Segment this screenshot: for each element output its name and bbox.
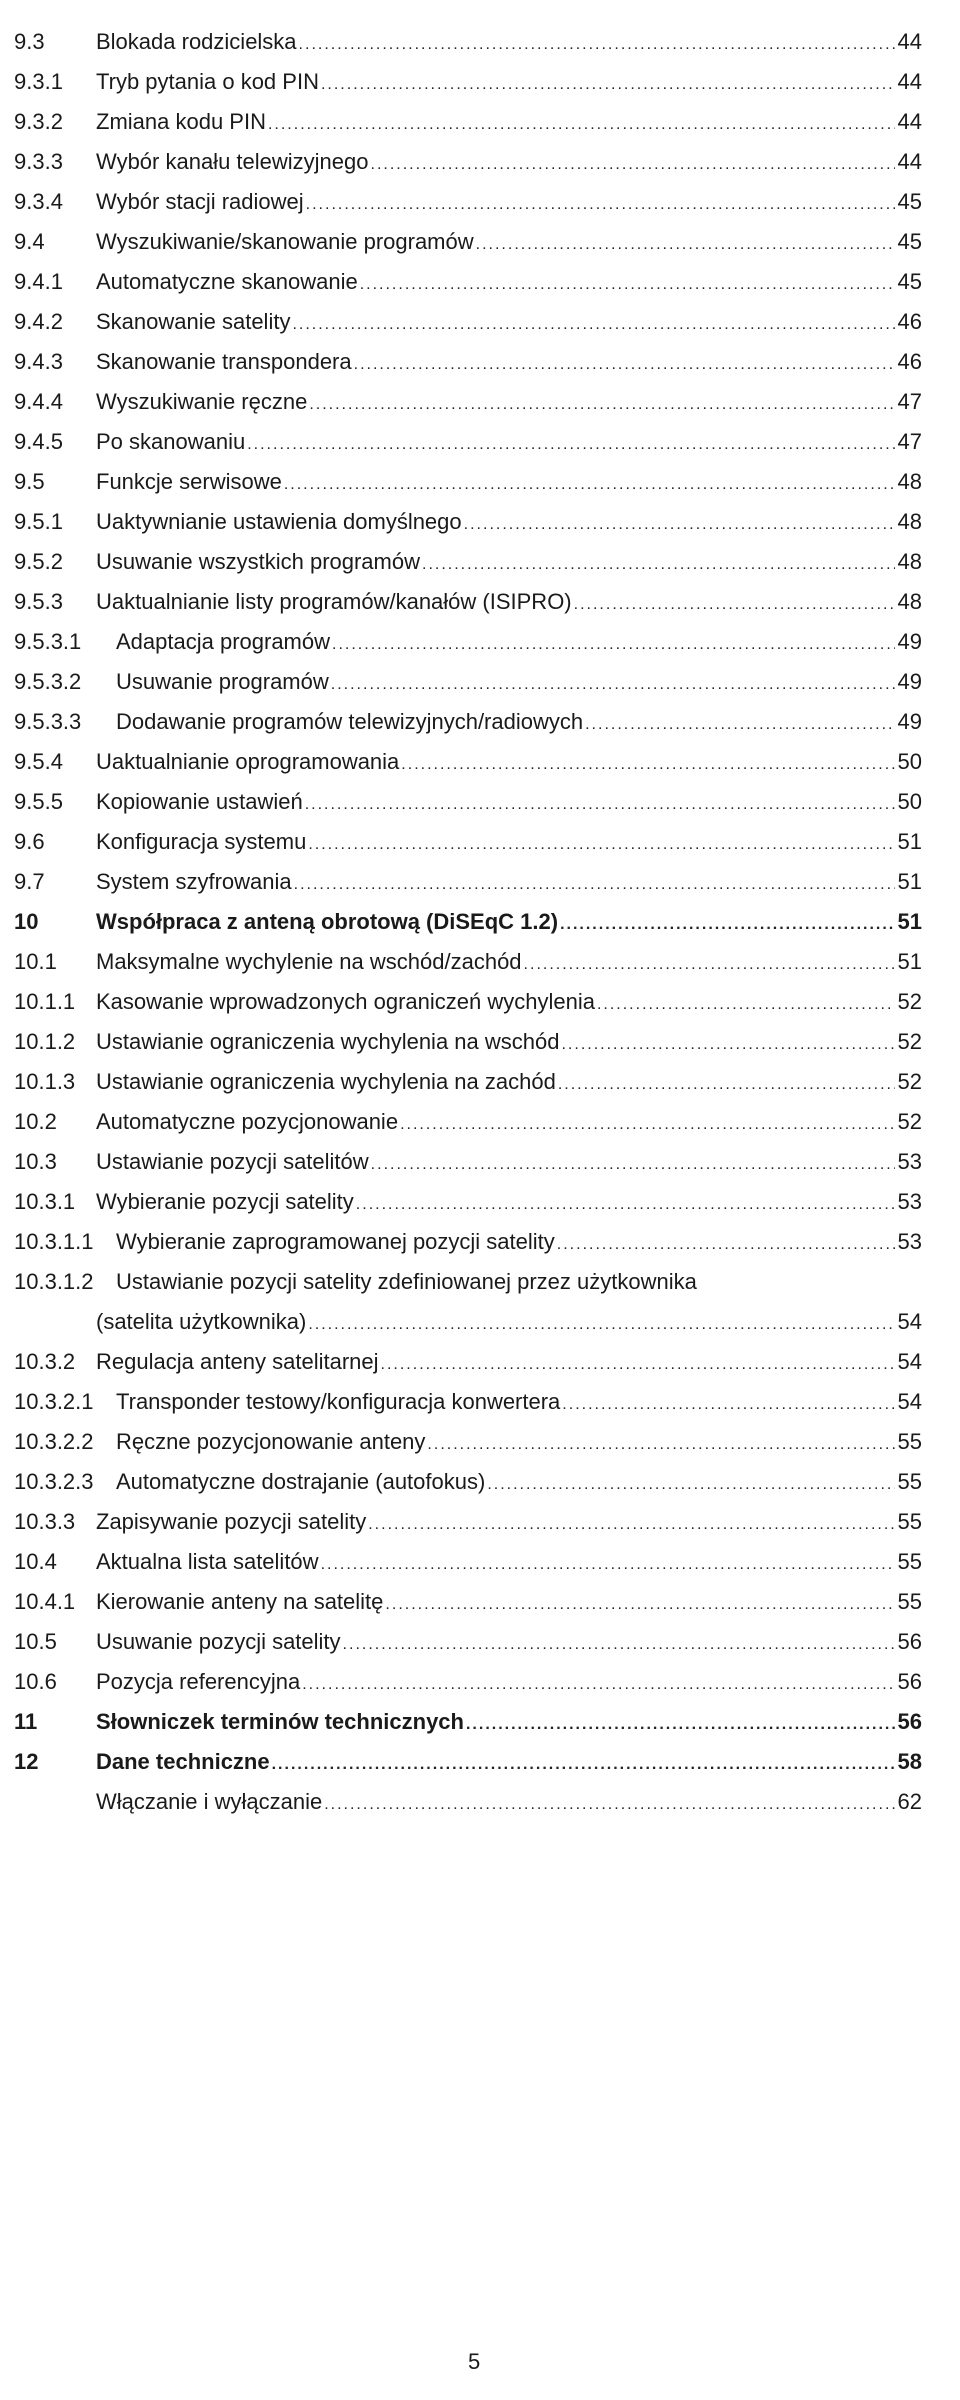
- toc-entry[interactable]: [14, 102, 922, 142]
- toc-entry[interactable]: [14, 982, 922, 1022]
- toc-entry-page: 44: [897, 109, 922, 134]
- toc-entry-page: 52: [897, 1109, 922, 1134]
- toc-entry-page: 49: [897, 629, 922, 654]
- toc-entry-title: Zmiana kodu PIN: [96, 109, 266, 134]
- toc-entry-page: 46: [897, 309, 922, 334]
- toc-entry-title: Włączanie i wyłączanie: [96, 1789, 323, 1814]
- toc-entry-number: 10.4.1: [14, 1589, 76, 1614]
- dot-leader: [401, 745, 894, 785]
- toc-entry[interactable]: [14, 1382, 922, 1422]
- toc-entry-number: 10.3.2.3: [14, 1469, 94, 1494]
- toc-entry-page: 56: [897, 1709, 922, 1734]
- toc-entry-number: 10.1.2: [14, 1029, 76, 1054]
- toc-entry-page: 56: [897, 1669, 922, 1694]
- toc-entry[interactable]: [14, 422, 922, 462]
- toc-entry-title: Uaktualnianie listy programów/kanałów (ISIPRO): [96, 589, 572, 614]
- toc-entry-page: 45: [897, 229, 922, 254]
- toc-entry-title: Usuwanie pozycji satelity: [96, 1629, 341, 1654]
- toc-entry-number: 10.1.1: [14, 989, 76, 1014]
- dot-leader: [597, 985, 895, 1025]
- toc-entry[interactable]: [14, 902, 922, 942]
- toc-entry[interactable]: [14, 22, 922, 62]
- toc-entry-title: Słowniczek terminów technicznych: [96, 1709, 464, 1734]
- toc-entry-title: Pozycja referencyjna: [96, 1669, 301, 1694]
- toc-entry-page: 52: [897, 1029, 922, 1054]
- toc-entry-page: 56: [897, 1629, 922, 1654]
- toc-entry-title: Transponder testowy/konfiguracja konwertera: [116, 1389, 561, 1414]
- toc-entry[interactable]: [14, 822, 922, 862]
- toc-entry[interactable]: [14, 1342, 922, 1382]
- toc-entry-page: 51: [897, 909, 922, 934]
- dot-leader: [306, 185, 895, 225]
- toc-entry-number: 9.3: [14, 29, 45, 54]
- dot-leader: [356, 1185, 895, 1225]
- dot-leader: [558, 1065, 895, 1105]
- toc-entry-title: Wybieranie pozycji satelity: [96, 1189, 354, 1214]
- toc-entry-page: 51: [897, 949, 922, 974]
- toc-entry-page: 44: [897, 69, 922, 94]
- toc-entry-number: 9.5: [14, 469, 45, 494]
- toc-entry[interactable]: [14, 1022, 922, 1062]
- toc-entry-page: 55: [897, 1549, 922, 1574]
- dot-leader: [381, 1345, 895, 1385]
- toc-entry-page: 55: [897, 1469, 922, 1494]
- toc-entry-number: 10.6: [14, 1669, 57, 1694]
- toc-entry-title: Automatyczne skanowanie: [96, 269, 358, 294]
- toc-entry-page: 52: [897, 989, 922, 1014]
- toc-entry[interactable]: [14, 1702, 922, 1742]
- dot-leader: [557, 1225, 895, 1265]
- dot-leader: [299, 25, 895, 65]
- toc-entry[interactable]: [14, 302, 922, 342]
- toc-entry-number: 10.4: [14, 1549, 57, 1574]
- dot-leader: [585, 705, 894, 745]
- toc-entry-page: 47: [897, 429, 922, 454]
- toc-entry-number: 9.4.5: [14, 429, 63, 454]
- toc-entry-title: Skanowanie transpondera: [96, 349, 352, 374]
- dot-leader: [360, 265, 895, 305]
- toc-entry[interactable]: [14, 1102, 922, 1142]
- toc-entry[interactable]: [14, 1462, 922, 1502]
- toc-entry-page: 50: [897, 749, 922, 774]
- toc-entry[interactable]: [14, 742, 922, 782]
- toc-entry-title: Aktualna lista satelitów: [96, 1549, 319, 1574]
- toc-entry-title: Dane techniczne: [96, 1749, 270, 1774]
- dot-leader: [476, 225, 895, 265]
- toc-entry-title: Uaktywnianie ustawienia domyślnego: [96, 509, 462, 534]
- toc-entry-page: 49: [897, 669, 922, 694]
- dot-leader: [487, 1465, 894, 1505]
- toc-entry-page: 44: [897, 29, 922, 54]
- toc-entry[interactable]: [14, 222, 922, 262]
- toc-entry-number: 9.4.2: [14, 309, 63, 334]
- toc-entry-title: Po skanowaniu: [96, 429, 246, 454]
- dot-leader: [343, 1625, 895, 1665]
- table-of-contents: [14, 22, 922, 1822]
- toc-entry-number: 9.3.2: [14, 109, 63, 134]
- dot-leader: [422, 545, 895, 585]
- toc-entry-title: Ustawianie pozycji satelity zdefiniowanej przez użytkownika: [116, 1269, 697, 1294]
- toc-entry-number: 9.3.4: [14, 189, 63, 214]
- toc-entry-number: 10.3.3: [14, 1509, 76, 1534]
- dot-leader: [561, 1025, 894, 1065]
- dot-leader: [247, 425, 894, 465]
- dot-leader: [305, 785, 895, 825]
- toc-entry-title: Maksymalne wychylenie na wschód/zachód: [96, 949, 522, 974]
- toc-entry-number: 9.7: [14, 869, 45, 894]
- toc-entry[interactable]: [14, 262, 922, 302]
- toc-entry[interactable]: [14, 862, 922, 902]
- toc-entry-page: 54: [897, 1309, 922, 1334]
- toc-entry-number: 9.5.1: [14, 509, 63, 534]
- toc-entry-title: Zapisywanie pozycji satelity: [96, 1509, 367, 1534]
- dot-leader: [371, 145, 895, 185]
- toc-entry-title: Ustawianie ograniczenia wychylenia na zachód: [96, 1069, 556, 1094]
- toc-entry-number: 9.3.3: [14, 149, 63, 174]
- toc-entry-page: 45: [897, 189, 922, 214]
- dot-leader: [292, 305, 894, 345]
- toc-entry-page: 55: [897, 1429, 922, 1454]
- toc-entry[interactable]: [14, 1582, 922, 1622]
- toc-entry[interactable]: [14, 1182, 922, 1222]
- toc-entry-number: 10.3.1: [14, 1189, 76, 1214]
- toc-entry-title: Wybór kanału telewizyjnego: [96, 149, 369, 174]
- toc-entry-number: 10.5: [14, 1629, 57, 1654]
- toc-entry-title: Ustawianie ograniczenia wychylenia na wschód: [96, 1029, 560, 1054]
- toc-entry-title: Funkcje serwisowe: [96, 469, 282, 494]
- toc-entry-number: 10.2: [14, 1109, 57, 1134]
- toc-entry-title: Automatyczne pozycjonowanie: [96, 1109, 399, 1134]
- toc-entry-number: 10: [14, 909, 39, 934]
- dot-leader: [302, 1665, 894, 1705]
- toc-entry-page: 53: [897, 1149, 922, 1174]
- toc-entry-number: 10.1.3: [14, 1069, 76, 1094]
- toc-entry-page: 55: [897, 1589, 922, 1614]
- toc-entry-page: 58: [897, 1749, 922, 1774]
- toc-entry-page: 51: [897, 829, 922, 854]
- toc-entry[interactable]: [14, 502, 922, 542]
- toc-entry-number: 9.5.3.1: [14, 629, 82, 654]
- page-number: 5: [468, 2349, 481, 2374]
- toc-entry-page: 48: [897, 509, 922, 534]
- dot-leader: [309, 385, 894, 425]
- dot-leader: [354, 345, 895, 385]
- toc-entry[interactable]: [14, 582, 922, 622]
- toc-entry-number: 9.5.2: [14, 549, 63, 574]
- toc-entry[interactable]: [14, 1262, 922, 1342]
- dot-leader: [308, 1305, 894, 1345]
- toc-entry-title: Skanowanie satelity: [96, 309, 291, 334]
- toc-entry-number: 9.4.1: [14, 269, 63, 294]
- toc-entry-page: 45: [897, 269, 922, 294]
- toc-entry-title: (satelita użytkownika): [96, 1309, 307, 1334]
- toc-entry-page: 46: [897, 349, 922, 374]
- dot-leader: [331, 665, 895, 705]
- toc-entry[interactable]: [14, 1502, 922, 1542]
- toc-entry-title: Usuwanie programów: [116, 669, 329, 694]
- toc-entry-page: 62: [897, 1789, 922, 1814]
- toc-entry-page: 54: [897, 1389, 922, 1414]
- toc-entry-title: Wyszukiwanie ręczne: [96, 389, 308, 414]
- toc-entry-page: 53: [897, 1189, 922, 1214]
- toc-entry-page: 55: [897, 1509, 922, 1534]
- toc-entry-page: 44: [897, 149, 922, 174]
- toc-entry-title: Adaptacja programów: [116, 629, 331, 654]
- dot-leader: [400, 1105, 894, 1145]
- toc-entry-number: 10.3.2: [14, 1349, 76, 1374]
- toc-entry[interactable]: [14, 1742, 922, 1782]
- dot-leader: [272, 1745, 895, 1785]
- toc-entry[interactable]: [14, 1542, 922, 1582]
- toc-entry[interactable]: [14, 182, 922, 222]
- dot-leader: [385, 1585, 894, 1625]
- toc-entry-number: 10.3: [14, 1149, 57, 1174]
- dot-leader: [562, 1385, 894, 1425]
- toc-entry-number: 9.5.4: [14, 749, 63, 774]
- dot-leader: [371, 1145, 895, 1185]
- toc-entry-title: Blokada rodzicielska: [96, 29, 297, 54]
- dot-leader: [560, 905, 894, 945]
- toc-entry[interactable]: [14, 342, 922, 382]
- toc-entry[interactable]: [14, 462, 922, 502]
- toc-entry-number: 10.1: [14, 949, 57, 974]
- toc-entry[interactable]: [14, 1622, 922, 1662]
- toc-entry-title: Wyszukiwanie/skanowanie programów: [96, 229, 474, 254]
- toc-entry-title: Wybieranie zaprogramowanej pozycji satelity: [116, 1229, 555, 1254]
- toc-entry-page: 48: [897, 469, 922, 494]
- dot-leader: [294, 865, 895, 905]
- toc-entry-number: 9.5.3: [14, 589, 63, 614]
- toc-entry-number: 9.5.5: [14, 789, 63, 814]
- toc-entry[interactable]: [14, 1422, 922, 1462]
- toc-entry-title: Kasowanie wprowadzonych ograniczeń wychylenia: [96, 989, 595, 1014]
- dot-leader: [427, 1425, 894, 1465]
- toc-entry-title: System szyfrowania: [96, 869, 292, 894]
- toc-entry[interactable]: [14, 662, 922, 702]
- toc-entry-page: 49: [897, 709, 922, 734]
- toc-entry-page: 48: [897, 549, 922, 574]
- toc-entry-page: 51: [897, 869, 922, 894]
- toc-entry[interactable]: [14, 1662, 922, 1702]
- toc-entry[interactable]: [14, 62, 922, 102]
- toc-entry[interactable]: [14, 1142, 922, 1182]
- dot-leader: [332, 625, 895, 665]
- dot-leader: [321, 65, 895, 105]
- dot-leader: [464, 505, 895, 545]
- dot-leader: [368, 1505, 894, 1545]
- toc-entry-title: Współpraca z anteną obrotową (DiSEqC 1.2): [96, 909, 559, 934]
- toc-entry-title: Uaktualnianie oprogramowania: [96, 749, 400, 774]
- toc-entry-page: 52: [897, 1069, 922, 1094]
- dot-leader: [268, 105, 895, 145]
- toc-entry-page: 50: [897, 789, 922, 814]
- dot-leader: [308, 825, 894, 865]
- toc-entry-number: 10.3.1.2: [14, 1269, 94, 1294]
- toc-entry-title: Wybór stacji radiowej: [96, 189, 304, 214]
- toc-entry[interactable]: [14, 382, 922, 422]
- toc-entry[interactable]: [14, 782, 922, 822]
- toc-entry-page: 48: [897, 589, 922, 614]
- toc-entry-number: 9.5.3.3: [14, 709, 82, 734]
- dot-leader: [466, 1705, 895, 1745]
- toc-entry-title: Ustawianie pozycji satelitów: [96, 1149, 369, 1174]
- toc-entry-page: 47: [897, 389, 922, 414]
- toc-entry-number: 9.4: [14, 229, 45, 254]
- toc-entry-number: 9.4.4: [14, 389, 63, 414]
- toc-entry-number: 9.6: [14, 829, 45, 854]
- toc-entry-page: 53: [897, 1229, 922, 1254]
- toc-entry-number: 10.3.2.1: [14, 1389, 94, 1414]
- toc-entry-number: 12: [14, 1749, 39, 1774]
- toc-entry-title: Usuwanie wszystkich programów: [96, 549, 420, 574]
- toc-entry-title: Konfiguracja systemu: [96, 829, 307, 854]
- toc-entry-number: 10.3.1.1: [14, 1229, 94, 1254]
- toc-entry-title: Automatyczne dostrajanie (autofokus): [116, 1469, 486, 1494]
- toc-entry-number: 9.4.3: [14, 349, 63, 374]
- toc-entry-title: Regulacja anteny satelitarnej: [96, 1349, 379, 1374]
- toc-entry[interactable]: [14, 542, 922, 582]
- toc-entry-title: Dodawanie programów telewizyjnych/radiowych: [116, 709, 584, 734]
- toc-entry[interactable]: [14, 1062, 922, 1102]
- toc-entry-number: 11: [14, 1709, 38, 1734]
- toc-entry[interactable]: [14, 622, 922, 662]
- dot-leader: [574, 585, 895, 625]
- dot-leader: [324, 1785, 894, 1825]
- toc-entry-number: 9.5.3.2: [14, 669, 82, 694]
- toc-entry-title: Kopiowanie ustawień: [96, 789, 303, 814]
- toc-entry-number: 9.3.1: [14, 69, 63, 94]
- toc-entry-title: Ręczne pozycjonowanie anteny: [116, 1429, 426, 1454]
- dot-leader: [524, 945, 895, 985]
- toc-entry[interactable]: [14, 142, 922, 182]
- toc-entry-number: 10.3.2.2: [14, 1429, 94, 1454]
- toc-entry[interactable]: [14, 1222, 922, 1262]
- dot-leader: [321, 1545, 895, 1585]
- toc-entry[interactable]: [14, 1782, 922, 1822]
- dot-leader: [284, 465, 895, 505]
- toc-entry-title: Kierowanie anteny na satelitę: [96, 1589, 384, 1614]
- toc-entry-title: Tryb pytania o kod PIN: [96, 69, 319, 94]
- toc-entry-page: 54: [897, 1349, 922, 1374]
- toc-entry[interactable]: [14, 942, 922, 982]
- toc-entry[interactable]: [14, 702, 922, 742]
